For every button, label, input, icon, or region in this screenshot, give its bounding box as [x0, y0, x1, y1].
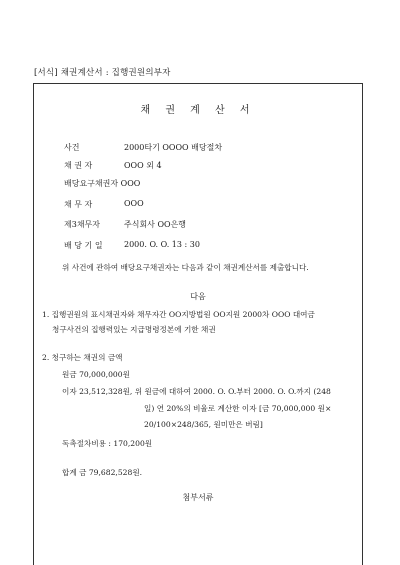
item1-line2: 청구사건의 집행력있는 지급명령정본에 기한 채권: [52, 325, 216, 334]
next-heading: 다음: [190, 292, 206, 301]
document-title: 채 권 계 산 서: [140, 105, 256, 116]
field-label-claim-creditor: 배당요구채권자 OOO: [64, 179, 141, 188]
enforcement-cost: 독촉절차비용 : 170,200원: [62, 439, 153, 448]
field-label-case: 사건: [64, 143, 80, 152]
interest-line3: 20/100×248/365, 원미만은 버림]: [144, 420, 263, 429]
field-label-distribution-date: 배 당 기 일: [64, 241, 103, 250]
field-label-debtor: 채 무 자: [64, 200, 93, 209]
field-value-debtor: OOO: [124, 199, 144, 208]
attachments-heading: 첨부서류: [182, 493, 214, 502]
total-amount: 합계 금 79,682,528원.: [62, 468, 143, 477]
field-label-creditor: 채 권 자: [64, 161, 93, 170]
statement-text: 위 사건에 관하여 배당요구채권자는 다음과 같이 채권계산서를 제출합니다.: [62, 263, 309, 272]
principal-amount: 원금 70,000,000원: [62, 370, 130, 379]
item1-line1: 1. 집행권원의 표시채권자와 채무자간 OO지방법원 OO지원 2000차 OOO 대여금: [42, 310, 315, 319]
field-value-case: 2000타기 OOOO 배당절차: [124, 143, 223, 152]
item2-heading: 2. 청구하는 채권의 금액: [42, 353, 123, 362]
field-label-third-debtor: 제3채무자: [64, 220, 101, 229]
interest-line2: 일) 연 20%의 비율로 계산한 이자 [금 70,000,000 원×: [144, 404, 332, 413]
field-value-third-debtor: 주식회사 OO은행: [124, 220, 187, 229]
field-value-distribution-date: 2000. O. O. 13 : 30: [124, 240, 200, 249]
document-caption: [서식] 채권계산서 : 집행권원의부자: [34, 68, 171, 78]
interest-line1: 이자 23,512,328원, 위 원금에 대하여 2000. O. O.부터 2000. O. O.까지 (248: [62, 387, 331, 396]
document-frame: [33, 83, 363, 565]
field-value-creditor: OOO 외 4: [124, 161, 162, 170]
